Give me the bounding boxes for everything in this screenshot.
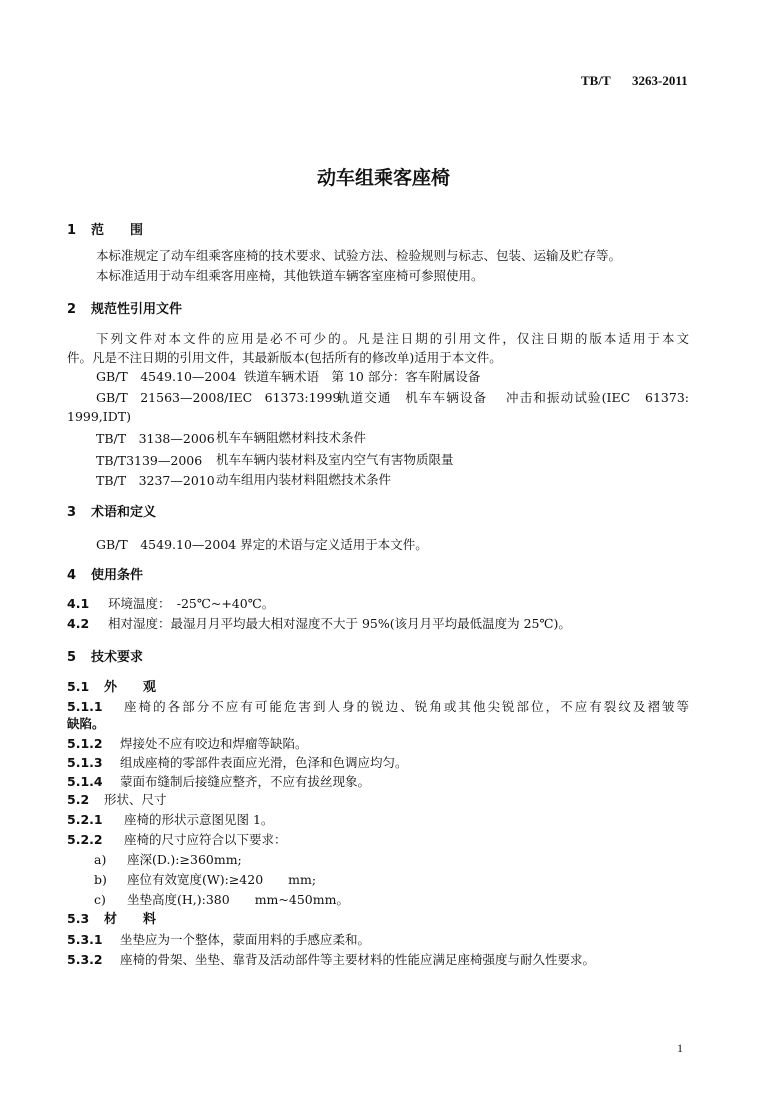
scope-paragraph-2: 本标准适用于动车组乘客用座椅，其他铁道车辆客室座椅可参照使用。	[96, 268, 484, 283]
references-intro-line-1: 下列文件对本文件的应用是必不可少的。凡是注日期的引用文件，仅注日期的版本适用于本文	[96, 331, 689, 346]
clause-number: 4.1	[67, 596, 90, 611]
list-item-text: 座位有效宽度(W):≥420 mm;	[127, 872, 317, 887]
clause-text: 蒙面布缝制后接缝应整齐，不应有拔丝现象。	[120, 774, 371, 789]
clause-number: 5.3.2	[67, 952, 103, 967]
clause-text: 焊接处不应有咬边和焊瘤等缺陷。	[120, 736, 308, 751]
document-title: 动车组乘客座椅	[316, 167, 450, 189]
clause-text: 环境温度： -25℃~+40℃。	[108, 596, 275, 611]
clause-text: 组成座椅的零部件表面应光滑，色泽和色调应均匀。	[120, 755, 408, 770]
reference-code: TB/T 3237—2010	[96, 473, 215, 488]
clause-text: 相对湿度：最湿月月平均最大相对湿度不大于 95%(该月月平均最低温度为 25℃)。	[108, 616, 571, 631]
clause-number: 5.1.1	[67, 699, 103, 714]
clause-number: 5.2	[67, 792, 90, 807]
terms-paragraph: GB/T 4549.10—2004 界定的术语与定义适用于本文件。	[96, 537, 428, 552]
clause-text: 坐垫应为一个整体，蒙面用料的手感应柔和。	[120, 932, 371, 947]
reference-title: 机车车辆内装材料及室内空气有害物质限量	[216, 452, 454, 467]
reference-code: GB/T 4549.10—2004	[96, 369, 237, 384]
list-item-text: 坐垫高度(H,):380 mm~450mm。	[127, 892, 349, 907]
clause-number: 5.1.3	[67, 755, 103, 770]
list-item-label: b)	[94, 872, 107, 887]
clause-number: 5.1.2	[67, 736, 103, 751]
clause-number: 5.2.1	[67, 812, 103, 827]
clause-heading: 材 料	[104, 912, 157, 927]
section-5-number: 5	[67, 650, 77, 665]
references-intro-line-2: 件。凡是不注日期的引用文件，其最新版本(包括所有的修改单)适用于本文件。	[67, 350, 502, 365]
clause-number: 4.2	[67, 616, 90, 631]
clause-number: 5.1.4	[67, 774, 103, 789]
reference-code: GB/T 21563—2008/IEC 61373:1999	[96, 390, 341, 405]
clause-number: 5.2.2	[67, 832, 103, 847]
list-item-text: 座深(D.):≥360mm;	[127, 852, 242, 867]
clause-number: 5.1	[67, 679, 90, 694]
clause-text: 座椅的形状示意图见图 1。	[124, 812, 274, 827]
list-item-label: c)	[94, 892, 106, 907]
reference-title: 机车车辆阻燃材料技术条件	[216, 430, 367, 445]
reference-title: 轨道交通 机车车辆设备 冲击和振动试验(IEC 61373:	[337, 390, 689, 405]
section-4-number: 4	[67, 568, 77, 583]
page-number: 1	[677, 1041, 683, 1055]
scope-paragraph-1: 本标准规定了动车组乘客座椅的技术要求、试验方法、检验规则与标志、包装、运输及贮存等。	[96, 248, 622, 263]
section-3-heading: 术语和定义	[91, 505, 157, 520]
clause-heading: 形状、尺寸	[104, 792, 167, 807]
reference-title-continuation: 1999,IDT)	[67, 409, 131, 424]
reference-title: 动车组用内装材料阻燃技术条件	[216, 472, 392, 487]
clause-text-continuation: 缺陷。	[67, 716, 105, 731]
clause-text: 座椅的骨架、坐垫、靠背及活动部件等主要材料的性能应满足座椅强度与耐久性要求。	[120, 952, 596, 967]
section-2-number: 2	[67, 302, 77, 317]
clause-text: 座椅的各部分不应有可能危害到人身的锐边、锐角或其他尖锐部位，不应有裂纹及褶皱等	[124, 699, 689, 714]
section-3-number: 3	[67, 505, 77, 520]
section-2-heading: 规范性引用文件	[91, 302, 183, 317]
standard-prefix: TB/T	[581, 73, 611, 88]
clause-number: 5.3	[67, 911, 90, 926]
reference-title: 铁道车辆术语 第 10 部分：客车附属设备	[244, 369, 481, 384]
reference-code: TB/T3139—2006	[96, 453, 203, 468]
list-item-label: a)	[94, 852, 107, 867]
clause-number: 5.3.1	[67, 932, 103, 947]
section-1-heading: 范 围	[91, 223, 144, 238]
clause-heading: 外 观	[104, 680, 157, 695]
section-4-heading: 使用条件	[91, 568, 144, 583]
standard-number: 3263-2011	[632, 73, 688, 88]
section-5-heading: 技术要求	[91, 650, 144, 665]
reference-code: TB/T 3138—2006	[96, 431, 215, 446]
section-1-number: 1	[67, 223, 77, 238]
clause-text: 座椅的尺寸应符合以下要求：	[124, 832, 287, 847]
